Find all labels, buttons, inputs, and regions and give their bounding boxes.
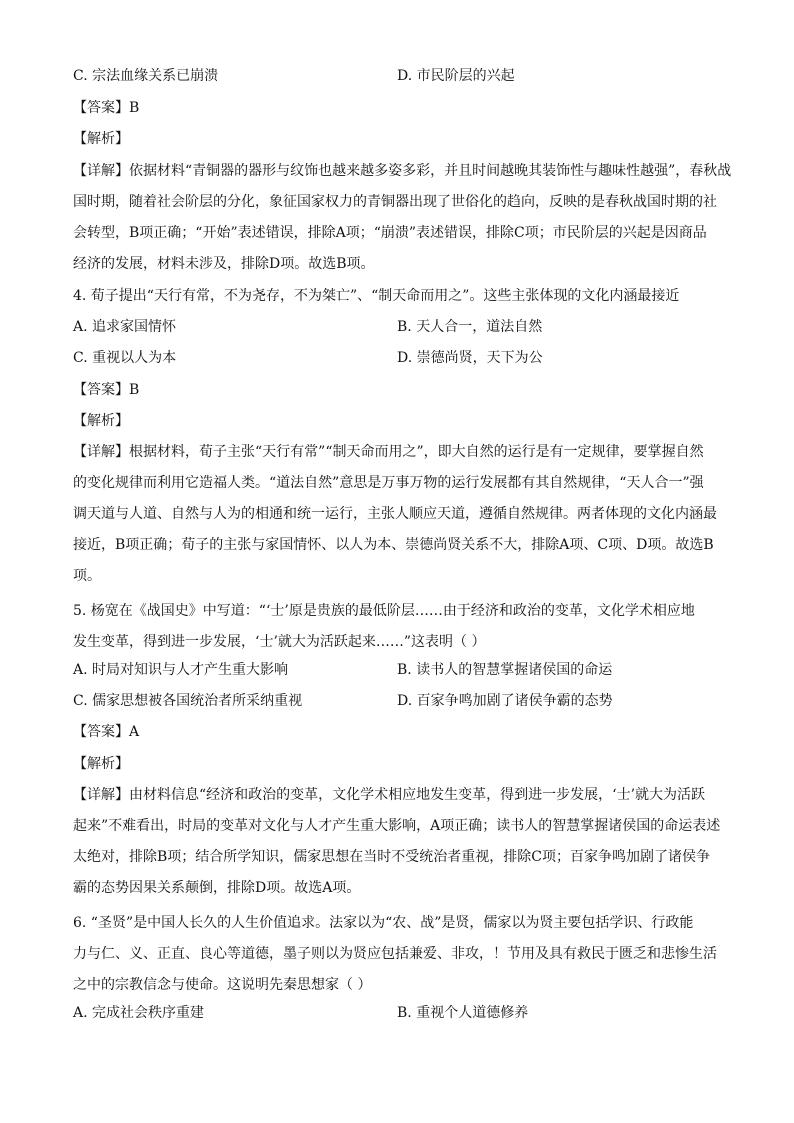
- q4-analysis-label: 【解析】: [73, 413, 129, 429]
- q5-option-c: C. 儒家思想被各国统治者所采纳重视: [73, 693, 303, 709]
- q4-detail-line: 项。: [73, 568, 101, 584]
- q5-detail: [73, 780, 723, 904]
- q5-detail-line: 【详解】由材料信息“经济和政治的变革，文化学术相应地发生变革，得到进一步发展，‘士’就大为活跃: [73, 787, 706, 803]
- q5-stem-line: 5. 杨宽在《战国史》中写道：“‘士’原是贵族的最低阶层……由于经济和政治的变革，文化学术相应地: [73, 603, 695, 619]
- q6-stem-line: 6. “圣贤”是中国人长久的人生价值追求。法家以为“农、战”是贤，儒家以为贤主要包括学识、行政能: [73, 915, 694, 931]
- q4-option-c: C. 重视以人为本: [73, 350, 177, 366]
- q4-stem: 4. 荀子提出“天行有常，不为尧存，不为桀亡”、“制天命而用之”。这些主张体现的文化内涵最接近: [73, 288, 680, 304]
- q4-detail-line: 的变化规律而利用它造福人类。“道法自然”意思是万事万物的运行发展都有其自然规律，“天人合一”强: [73, 475, 704, 491]
- q5-option-d: D. 百家争鸣加剧了诸侯争霸的态势: [397, 693, 613, 709]
- q4-detail-line: 接近，B项正确；荀子的主张与家国情怀、以人为本、崇德尚贤关系不大，排除A项、C项、D项。故选B: [73, 537, 714, 553]
- q4-option-b: B. 天人合一，道法自然: [397, 319, 543, 335]
- q6-stem: [73, 908, 723, 1001]
- q4-detail-line: 【详解】根据材料，荀子主张“天行有常”“制天命而用之”，即大自然的运行是有一定规律，要掌握自然: [73, 444, 704, 460]
- q5-detail-line: 太绝对，排除B项；结合所学知识，儒家思想在当时不受统治者重视，排除C项；百家争鸣加剧了诸侯争: [73, 849, 710, 865]
- q6-stem-line: 力与仁、义、正直、良心等道德，墨子则以为贤应包括兼爱、非攻，！节用及具有救民于匮乏和悲惨生活: [73, 946, 717, 962]
- q4-option-d: D. 崇德尚贤，天下为公: [397, 350, 543, 366]
- q6-stem-line: 之中的宗教信念与使命。这说明先秦思想家（ ）: [73, 977, 372, 993]
- q3-analysis-label: 【解析】: [73, 131, 129, 147]
- q3-detail-line: 【详解】依据材料“青铜器的器形与纹饰也越来越多姿多彩，并且时间越晚其装饰性与趣味性越强”，春秋战: [73, 163, 732, 179]
- q4-detail: [73, 437, 723, 592]
- q5-detail-line: 霸的态势因果关系颠倒，排除D项。故选A项。: [73, 880, 361, 896]
- q3-detail-line: 经济的发展，材料未涉及，排除D项。故选B项。: [73, 256, 375, 272]
- q3-detail: [73, 156, 732, 280]
- q5-answer: 【答案】A: [73, 724, 140, 740]
- q6-option-a: A. 完成社会秩序重建: [73, 1005, 205, 1021]
- q5-analysis-label: 【解析】: [73, 756, 129, 772]
- q5-stem-line: 发生变革，得到进一步发展，‘士’就大为活跃起来……”这表明（ ）: [73, 634, 486, 650]
- q3-detail-line: 国时期，随着社会阶层的分化，象征国家权力的青铜器出现了世俗化的趋向，反映的是春秋战国时期的社: [73, 194, 717, 210]
- q3-option-d: D. 市民阶层的兴起: [397, 68, 515, 84]
- q6-option-b: B. 重视个人道德修养: [397, 1005, 529, 1021]
- q5-stem: [73, 596, 723, 658]
- q3-option-c: C. 宗法血缘关系已崩溃: [73, 68, 219, 84]
- q5-option-a: A. 时局对知识与人才产生重大影响: [73, 662, 289, 678]
- q4-answer: 【答案】B: [73, 382, 140, 398]
- q5-option-b: B. 读书人的智慧掌握诸侯国的命运: [397, 662, 613, 678]
- q4-detail-line: 调天道与人道、自然与人为的相通和统一运行，主张人顺应天道，遵循自然规律。两者体现的文化内涵最: [73, 506, 717, 522]
- q4-option-a: A. 追求家国情怀: [73, 319, 177, 335]
- q3-detail-line: 会转型，B项正确；“开始”表述错误，排除A项；“崩溃”表述错误，排除C项；市民阶层的兴起是因商品: [73, 225, 707, 241]
- q5-detail-line: 起来”不难看出，时局的变革对文化与人才产生重大影响，A项正确；读书人的智慧掌握诸侯国的命运表述: [73, 818, 721, 834]
- q3-answer: 【答案】B: [73, 100, 140, 116]
